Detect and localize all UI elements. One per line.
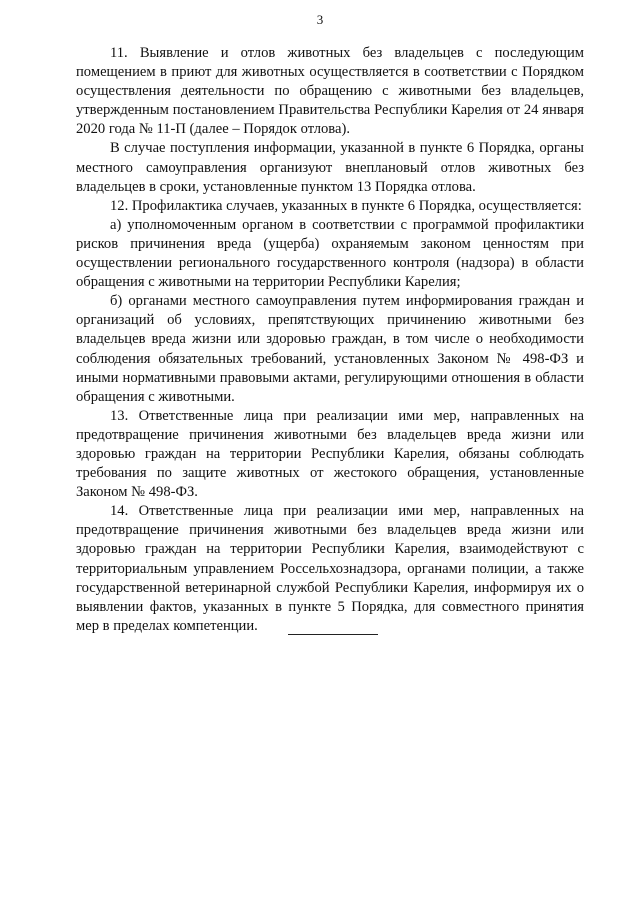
end-divider: [288, 634, 378, 635]
paragraph-12: 12. Профилактика случаев, указанных в пункте 6 Порядка, осуществляется:: [110, 197, 582, 214]
paragraph-11: 11. Выявление и отлов животных без владельцев с последующим помещением в приют для животных осуществляется в соответствии с Порядком осуществления деятельности по обращению с животными без владельцев, утвержденным постановлением Правительства Республики Карелия от 24 января 2020 года № 11-П (далее – Порядок отлова).: [76, 45, 584, 138]
page-number: 3: [316, 12, 324, 27]
document-body: [76, 44, 584, 636]
paragraph-13: 13. Ответственные лица при реализации ими мер, направленных на предотвращение причинения животными без владельцев вреда жизни или здоровью граждан на территории Республики Карелия, обязаны соблюдать требования по защите животных от жестокого обращения, установленные Законом № 498-ФЗ.: [76, 407, 584, 501]
paragraph-11-continuation: В случае поступления информации, указанной в пункте 6 Порядка, органы местного самоуправления организуют внеплановый отлов животных без владельцев в сроки, установленные пунктом 13 Порядка отлова.: [76, 140, 584, 195]
paragraph-14: 14. Ответственные лица при реализации ими мер, направленных на предотвращение причинения животными без владельцев вреда жизни или здоровью граждан на территории Республики Карелия, взаимодействуют с территориальным управлением Россельхознадзора, органами полиции, а также государственной ветеринарной службой Республики Карелия, информируя их о выявлении фактов, указанных в пункте 5 Порядка, для совместного принятия мер в пределах компетенции.: [76, 503, 584, 634]
paragraph-12-a: а) уполномоченным органом в соответствии с программой профилактики рисков причинения вреда (ущерба) охраняемым законом ценностям при осуществлении регионального государственного контроля (надзора) в области обращения с животными на территории Республики Карелия;: [76, 216, 584, 291]
paragraph-12-b: б) органами местного самоуправления путем информирования граждан и организаций об условиях, препятствующих причинению животными без владельцев вреда жизни или здоровью граждан, в том числе о необходимости соблюдения обязательных требований, установленных Законом № 498-ФЗ и иными нормативными правовыми актами, регулирующими отношения в области обращения с животными.: [76, 293, 584, 405]
